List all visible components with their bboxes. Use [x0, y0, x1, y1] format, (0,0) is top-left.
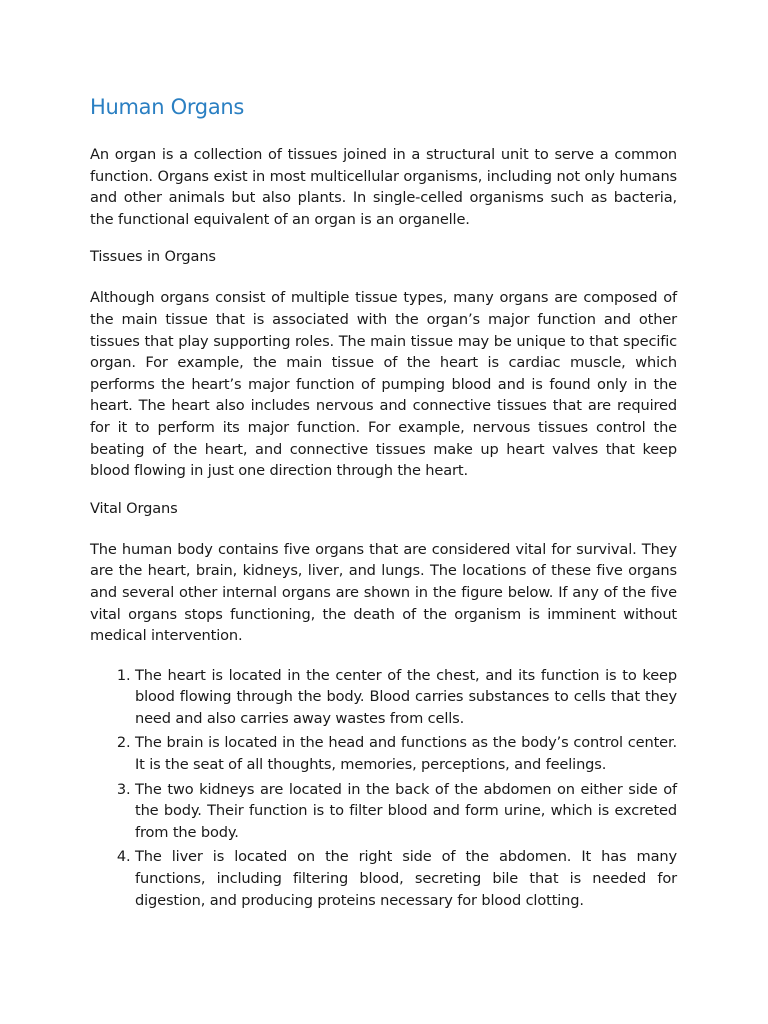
vital-organs-list: [90, 665, 677, 912]
document-page: [90, 90, 677, 914]
intro-paragraph: An organ is a collection of tissues joined in a structural unit to serve a common function. Organs exist in most multicellular organisms, including not only humans and other animals but also plants. In single-celled organisms such as bacteria, the functional equivalent of an organ is an organelle.: [90, 146, 677, 228]
list-item: 1. The heart is located in the center of the chest, and its function is to keep blood flowing through the body. Blood carries substances to cells that they need and also carries away wastes from cells.: [135, 665, 677, 730]
document-title: Human Organs: [90, 95, 245, 119]
section-heading-vital-organs: Vital Organs: [90, 499, 178, 517]
list-item: 3. The two kidneys are located in the back of the abdomen on either side of the body. Their function is to filter blood and form urine, which is excreted from the body.: [135, 779, 677, 844]
list-item: 4. The liver is located on the right side of the abdomen. It has many functions, including filtering blood, secreting bile that is needed for digestion, and producing proteins necessary for blood clotting.: [135, 846, 677, 911]
vital-organs-paragraph: The human body contains five organs that are considered vital for survival. They are the heart, brain, kidneys, liver, and lungs. The locations of these five organs and several other internal organs are shown in the figure below. If any of the five vital organs stops functioning, the death of the organism is imminent without medical intervention.: [90, 540, 677, 645]
tissues-paragraph: Although organs consist of multiple tissue types, many organs are composed of the main tissue that is associated with the organ’s major function and other tissues that play supporting roles. The main tissue may be unique to that specific organ. For example, the main tissue of the heart is cardiac muscle, which performs the heart’s major function of pumping blood and is found only in the heart. The heart also includes nervous and connective tissues that are required for it to perform its major function. For example, nervous tissues control the beating of the heart, and connective tissues make up heart valves that keep blood flowing in just one direction through the heart.: [90, 289, 677, 480]
section-heading-tissues: Tissues in Organs: [90, 248, 216, 266]
list-item: 2. The brain is located in the head and functions as the body’s control center. It is the seat of all thoughts, memories, perceptions, and feelings.: [135, 732, 677, 775]
